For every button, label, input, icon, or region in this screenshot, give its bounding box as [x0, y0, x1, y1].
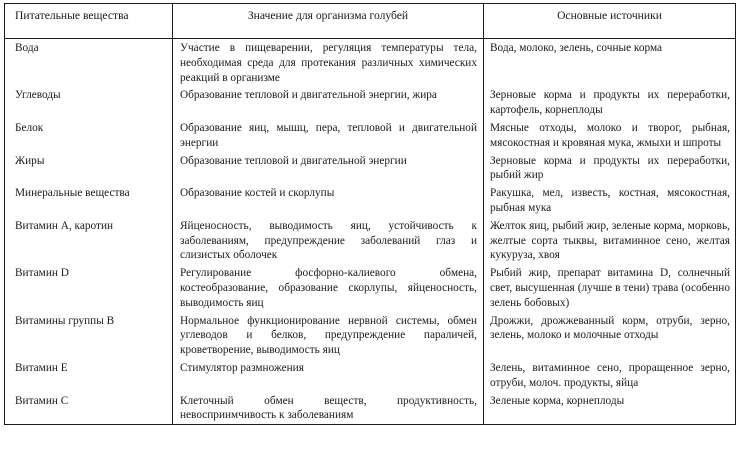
cell-role	[173, 86, 484, 119]
nutrient-sources: Зерновые корма и продукты их переработки, картофель, корнеплоды	[490, 89, 730, 117]
nutrient-role: Образование костей и скорлупы	[180, 187, 335, 200]
nutrient-name: Витамин D	[15, 267, 69, 280]
cell-nutrient	[5, 392, 173, 425]
cell-role	[173, 392, 484, 425]
nutrient-name: Углеводы	[15, 89, 61, 102]
cell-role	[173, 312, 484, 359]
table-row	[5, 86, 736, 119]
nutrient-role: Образование тепловой и двигательной энергии	[180, 154, 407, 167]
nutrients-table	[4, 3, 736, 425]
cell-nutrient	[5, 39, 173, 87]
cell-sources	[484, 217, 736, 264]
cell-role	[173, 39, 484, 87]
nutrient-sources: Зерновые корма и продукты их переработки, рыбий жир	[490, 154, 730, 182]
nutrient-sources: Мясные отходы, молоко и творог, рыбная, мясокостная и кровяная мука, жмыхи и шпроты	[490, 121, 730, 149]
nutrient-sources: Вода, молоко, зелень, сочные корма	[490, 42, 663, 54]
cell-role	[173, 359, 484, 392]
table-row	[5, 217, 736, 264]
cell-nutrient	[5, 359, 173, 392]
table-row	[5, 152, 736, 185]
cell-nutrient	[5, 184, 173, 217]
nutrient-role: Регулирование фосфорно-калиевого обмена, костеобразование, образование скорлупы, яйценосность, выводимость яиц	[180, 267, 477, 309]
cell-sources	[484, 119, 736, 152]
cell-nutrient	[5, 312, 173, 359]
header-row	[5, 4, 736, 39]
cell-nutrient	[5, 264, 173, 311]
nutrient-name: Витамин А, каротин	[15, 219, 114, 232]
cell-role	[173, 217, 484, 264]
nutrient-name: Минеральные вещества	[15, 187, 130, 200]
cell-role	[173, 184, 484, 217]
cell-nutrient	[5, 152, 173, 185]
nutrient-sources: Рыбий жир, препарат витамина D, солнечный свет, высушенная (лучше в тени) трава (особенно зелень бобовых)	[490, 267, 730, 309]
table-row	[5, 119, 736, 152]
cell-sources	[484, 312, 736, 359]
nutrient-sources: Желток яиц, рыбий жир, зеленые корма, морковь, желтые сорта тыквы, витаминное сено, желтая кукуруза, хвоя	[490, 219, 730, 262]
nutrient-name: Вода	[15, 42, 39, 54]
nutrient-name: Жиры	[15, 154, 45, 167]
table-row	[5, 312, 736, 359]
nutrient-role: Образование тепловой и двигательной энергии, жира	[180, 89, 437, 102]
cell-role	[173, 152, 484, 185]
column-header-nutrient: Питательные вещества	[5, 4, 173, 39]
nutrient-role: Стимулятор размножения	[180, 361, 304, 374]
table-row	[5, 39, 736, 87]
nutrient-role: Нормальное функционирование нервной системы, обмен углеводов и белков, предупреждение параличей, кроветворение, выводимость яиц	[180, 314, 477, 357]
nutrient-role: Образование яиц, мышц, пера, тепловой и двигательной энергии	[180, 121, 477, 149]
cell-role	[173, 264, 484, 311]
nutrient-sources: Зелень, витаминное сено, проращенное зерно, отруби, молоч. продукты, яйца	[490, 361, 730, 389]
nutrient-role: Участие в пищеварении, регуляция температуры тела, необходимая среда для протекания различных химических реакций в организме	[180, 42, 477, 84]
cell-nutrient	[5, 86, 173, 119]
nutrient-name: Витамины группы В	[15, 314, 115, 327]
table-row	[5, 359, 736, 392]
cell-sources	[484, 152, 736, 185]
table-row	[5, 264, 736, 311]
cell-sources	[484, 39, 736, 87]
nutrient-sources: Ракушка, мел, известь, костная, мясокостная, рыбная мука	[490, 187, 730, 214]
table-header	[5, 4, 736, 39]
nutrient-name: Белок	[15, 121, 44, 134]
column-header-sources: Основные источники	[484, 4, 736, 39]
cell-sources	[484, 264, 736, 311]
nutrient-sources: Дрожжи, дрожжеванный корм, отруби, зерно, зелень, молоко и молочные отходы	[490, 314, 730, 342]
cell-sources	[484, 392, 736, 425]
cell-nutrient	[5, 217, 173, 264]
nutrient-role: Яйценосность, выводимость яиц, устойчивость к заболеваниям, предупреждение заболеваний глаз и слизистых оболочек	[180, 219, 477, 262]
table-row	[5, 184, 736, 217]
cell-sources	[484, 86, 736, 119]
table-body	[5, 39, 736, 425]
nutrient-name: Витамин С	[15, 394, 69, 407]
table-row	[5, 392, 736, 425]
cell-sources	[484, 184, 736, 217]
cell-sources	[484, 359, 736, 392]
nutrient-sources: Зеленые корма, корнеплоды	[490, 394, 625, 407]
cell-role	[173, 119, 484, 152]
nutrient-role: Клеточный обмен веществ, продуктивность, невосприимчивость к заболеваниям	[180, 394, 477, 422]
cell-nutrient	[5, 119, 173, 152]
column-header-role: Значение для организма голубей	[173, 4, 484, 39]
nutrient-name: Витамин Е	[15, 361, 68, 374]
